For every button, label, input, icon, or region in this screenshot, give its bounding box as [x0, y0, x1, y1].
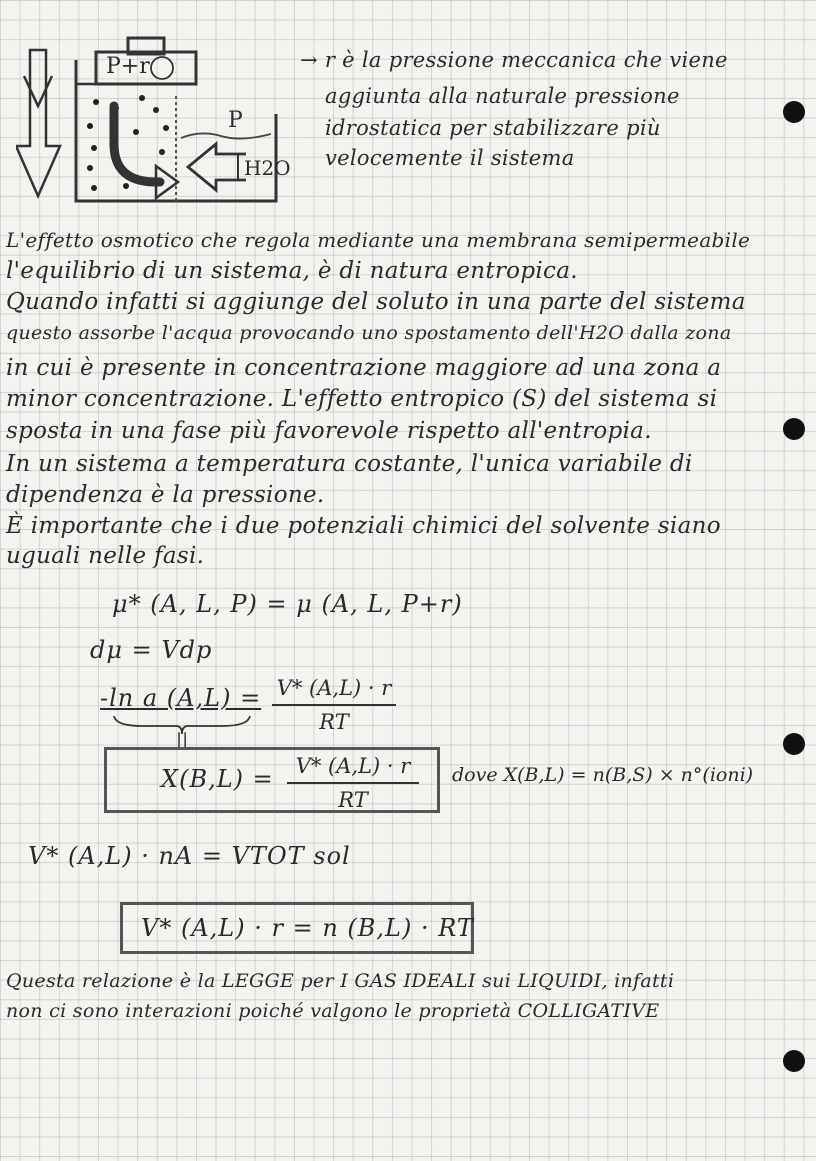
note-line-4: velocemente il sistema [325, 146, 575, 170]
fraction-ln [272, 676, 396, 734]
osmosis-diagram-drawing [16, 36, 316, 211]
equation-vtot: V* (A,L) · nA = VTOT sol [28, 842, 351, 870]
note-line-3: idrostatica per stabilizzare più [325, 116, 661, 140]
body-line-1: L'effetto osmotico che regola mediante una membrana semipermeabile [6, 228, 751, 252]
binder-hole-4 [783, 1050, 805, 1072]
binder-hole-3 [783, 733, 805, 755]
equation-ln-lhs: -ln a (A,L) = [100, 684, 262, 712]
fraction-x-numerator: V* (A,L) · r [295, 754, 411, 778]
body-line-10: È importante che i due potenziali chimici del solvente siano [6, 513, 721, 539]
pressure-arrow-icon [16, 50, 60, 196]
body-line-8: In un sistema a temperatura costante, l'unica variabile di [6, 451, 693, 477]
water-label: H2O [244, 156, 291, 180]
equivalence-mark: || [176, 730, 189, 751]
note-line-1: → r è la pressione meccanica che viene [300, 48, 728, 72]
equation-dmu: dμ = Vdp [90, 636, 213, 664]
body-line-7: sposta in una fase più favorevole rispetto all'entropia. [6, 418, 652, 444]
equation-ideal-gas: V* (A,L) · r = n (B,L) · RT [141, 914, 474, 942]
fraction-x-bar [287, 782, 419, 784]
piston-label: P+r [106, 54, 150, 79]
fraction-x [287, 754, 419, 812]
fraction-ln-numerator: V* (A,L) · r [276, 676, 392, 700]
fraction-ln-denominator: RT [319, 709, 349, 734]
fraction-x-denominator: RT [338, 787, 368, 812]
body-line-5: in cui è presente in concentrazione maggiore ad una zona a [6, 355, 722, 381]
flow-arrow-icon [114, 106, 160, 182]
equation-x-lhs: X(B,L) = [161, 765, 274, 793]
body-line-9: dipendenza è la pressione. [6, 482, 325, 508]
binder-hole-1 [783, 101, 805, 123]
equation-x-where: dove X(B,L) = n(B,S) × n°(ioni) [452, 764, 754, 786]
equation-mu: μ* (A, L, P) = μ (A, L, P+r) [112, 590, 463, 618]
conclusion-line-1: Questa relazione è la LEGGE per I GAS IDEALI sui LIQUIDI, infatti [6, 970, 675, 992]
body-line-11: uguali nelle fasi. [6, 543, 205, 569]
conclusion-line-2: non ci sono interazioni poiché valgono le proprietà COLLIGATIVE [6, 1000, 660, 1022]
body-line-2: l'equilibrio di un sistema, è di natura entropica. [6, 258, 578, 284]
boxed-equation-x [104, 747, 440, 813]
binder-hole-2 [783, 418, 805, 440]
boxed-equation-ideal-gas [120, 902, 474, 954]
note-line-2: aggiunta alla naturale pressione [325, 84, 680, 108]
fraction-ln-bar [272, 704, 396, 706]
pressure-label: P [228, 108, 243, 133]
osmosis-diagram [16, 36, 316, 211]
body-line-4: questo assorbe l'acqua provocando uno spostamento dell'H2O dalla zona [6, 322, 732, 344]
body-line-3: Quando infatti si aggiunge del soluto in una parte del sistema [6, 289, 746, 315]
body-line-6: minor concentrazione. L'effetto entropico (S) del sistema si [6, 386, 718, 412]
